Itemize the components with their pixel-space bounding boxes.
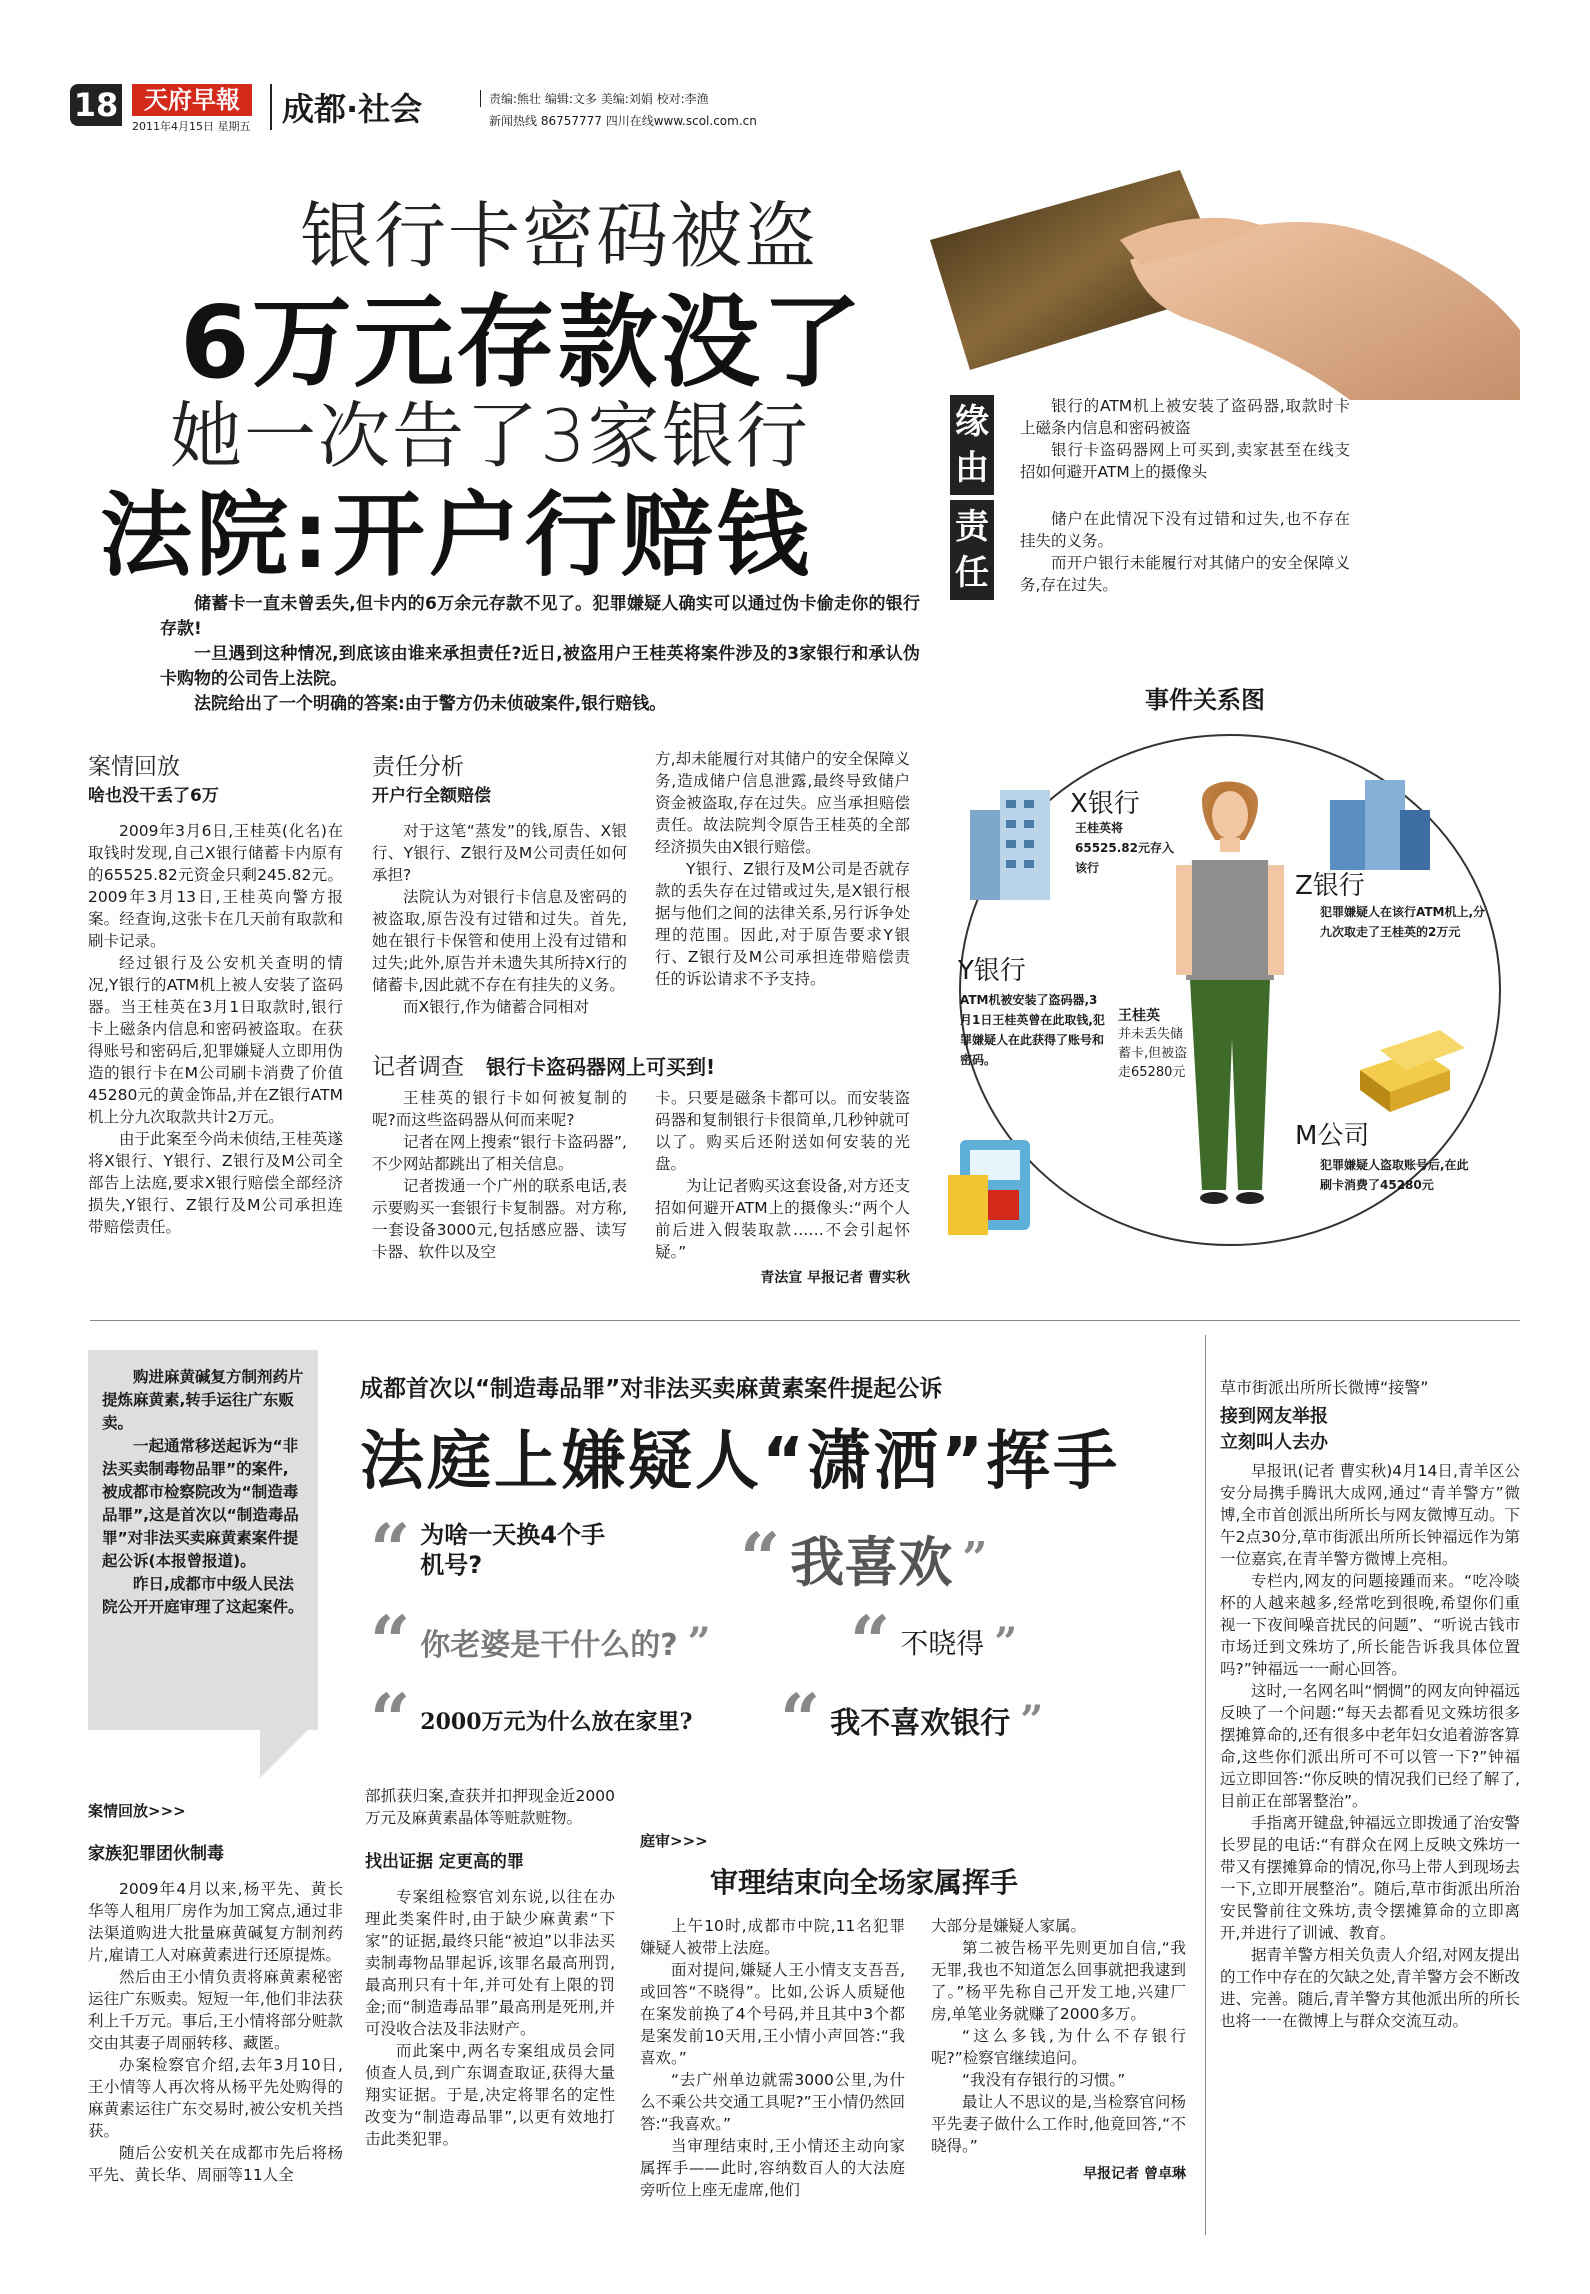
quote-a2: 不晓得 (900, 1627, 985, 1660)
story2-col2-body (365, 1886, 615, 2150)
person-note: 并未丢失储蓄卡,但被盗走65280元 (1118, 1027, 1188, 1080)
reason-label: 缘由 (950, 395, 994, 495)
m-company-note: 犯罪嫌疑人盗取账号后,在此刷卡消费了45280元 (1320, 1158, 1469, 1192)
story2-col1-para-4: 随后公安机关在成都市先后将杨平先、黄长华、周丽等11人全 (88, 2144, 343, 2184)
sidebar-para-3: 昨日,成都市中级人民法院公开开庭审理了这起案件。 (102, 1575, 304, 1616)
investigation-b-2: 为让记者购买这套设备,对方还支招如何避开ATM上的摄像头:“两个人前后进入假装取款……不会引起怀疑。” (655, 1177, 910, 1261)
story3-headline-2: 立刻叫人去办 (1220, 1432, 1328, 1453)
quote-q3: 2000万元为什么放在家里? (420, 1708, 693, 1735)
trial-a-2: 面对提问,嫌疑人王小情支支吾吾,或回答“不晓得”。比如,公诉人质疑他在案发前换了4个号码,并且其中3个都是案发前10天用,王小情小声回答:“我喜欢。” (640, 1961, 905, 2067)
col2-body (372, 820, 627, 1018)
quote-open-icon: “ (370, 1600, 411, 1683)
col1-para-1: 2009年3月6日,王桂英(化名)在取钱时发现,自己X银行储蓄卡内原有的65525.82元资金只剩245.82元。2009年3月13日,王桂英向警方报案。经查询,这张卡在几天前有取款和刷卡记录。 (88, 822, 343, 950)
story1-lead (160, 592, 920, 717)
col2-section: 责任分析 (372, 754, 464, 780)
col1-para-2: 经过银行及公安机关查明的情况,Y银行的ATM机上被人安装了盗码器。当王桂英在3月1日取款时,银行卡上磁条内信息和密码被盗取。在获得账号和密码后,犯罪嫌疑人立即用伪造的银行卡在M公司刷卡消费了价值45280元的黄金饰品,并在Z银行ATM机上分九次取款共计2万元。 (88, 954, 343, 1126)
quote-q1: 为啥一天换4个手机号? (420, 1521, 605, 1579)
reporter-investigation (372, 1048, 912, 1289)
x-bank-label: X银行 (1070, 789, 1140, 819)
quote-open-icon: “ (740, 1516, 781, 1600)
quote-a1: 我喜欢 (790, 1531, 953, 1594)
story2-col1-para-2: 然后由王小情负责将麻黄素秘密运往广东贩卖。短短一年,他们非法获利上千万元。事后,王小情将部分赃款交由其妻子周丽转移、藏匿。 (88, 1968, 343, 2052)
gold-bars-icon (1360, 1030, 1465, 1112)
story3-para-2: 专栏内,网友的问题接踵而来。“吃冷啖杯的人越来越多,经常吃到很晚,希望你们重视一下夜间噪音扰民的问题”、“听说古钱市市场迁到文殊坊了,所长能告诉我具体位置吗?”钟福远一一耐心回答。 (1220, 1572, 1520, 1678)
trial-b-1: 大部分是嫌疑人家属。 (931, 1917, 1087, 1935)
col2-para-2: 法院认为对银行卡信息及密码的被盗取,原告没有过错和过失。首先,她在银行卡保管和使用上没有过错和过失;此外,原告并未遗失其所持X行的储蓄卡,因此就不存在有挂失的义务。 (372, 888, 627, 994)
story1-headline-1: 银行卡密码被盗 (300, 194, 819, 278)
story1-col3 (655, 748, 910, 990)
y-bank-label: Y银行 (958, 956, 1026, 986)
col2-para-1: 对于这笔“蒸发”的钱,原告、X银行、Y银行、Z银行及M公司责任如何承担? (372, 822, 627, 884)
trial-b-5: 最让人不思议的是,当检察官问杨平先妻子做什么工作时,他竟回答,“不晓得。” (931, 2093, 1186, 2155)
story2-col1-para-3: 办案检察官介绍,去年3月10日,王小情等人再次将从杨平先处购得的麻黄素运往广东交易时,被公安机关挡获。 (88, 2056, 343, 2140)
z-bank-label: Z银行 (1295, 871, 1365, 901)
col2-subhead: 开户行全额赔偿 (372, 786, 491, 806)
bank-building-icon (970, 790, 1050, 900)
trial-col-b (931, 1915, 1186, 2201)
responsibility-text-2: 而开户银行未能履行对其储户的安全保障义务,存在过失。 (1020, 554, 1350, 594)
lead-para-2: 一旦遇到这种情况,到底该由谁来承担责任?近日,被盗用户王桂英将案件涉及的3家银行和承认伪卡购物的公司告上法院。 (160, 644, 920, 689)
story3-para-5: 据青羊警方相关负责人介绍,对网友提出的工作中存在的欠缺之处,青羊警方会不断改进、完善。随后,青羊警方其他派出所的所长也将一一在微博上与群众交流互动。 (1220, 1946, 1520, 2030)
section-divider (90, 1320, 1520, 1321)
diagram-title: 事件关系图 (1145, 686, 1265, 714)
story2-col1-body (88, 1878, 343, 2186)
col3-para-2: Y银行、Z银行及M公司是否就存款的丢失存在过错或过失,是X银行根据与他们之间的法律关系,另行诉争处理的范围。因此,对于原告要求Y银行、Z银行及M公司承担连带赔偿责任的诉讼请求不予支持。 (655, 860, 910, 988)
col1-body (88, 820, 343, 1238)
trial-a-4: 当审理结束时,王小情还主动向家属挥手——此时,容纳数百人的大法庭旁听位上座无虚席,他们 (640, 2137, 905, 2199)
relationship-diagram (940, 680, 1520, 1280)
story2-col2-subhead: 找出证据 定更高的罪 (365, 1852, 524, 1872)
trial-b-2: 第二被告杨平先则更加自信,“我无罪,我也不知道怎么回事就把我逮到了。”杨平先称自己开发工地,兴建厂房,单笔业务就赚了2000多万。 (931, 1939, 1186, 2023)
story2-sidebar (88, 1350, 318, 1730)
trial-b-3: “这么多钱,为什么不存银行呢?”检察官继续追问。 (931, 2027, 1186, 2067)
story2-col1 (88, 1800, 343, 2186)
z-bank-note: 犯罪嫌疑人在该行ATM机上,分九次取走了王桂英的2万元 (1320, 905, 1486, 939)
sidebar-para-2: 一起通常移送起诉为“非法买卖制毒物品罪”的案件,被成都市检察院改为“制造毒品罪”,这是首次以“制造毒品罪”对非法买卖麻黄素案件提起公诉(本报曾报道)。 (102, 1437, 299, 1570)
investigation-b-1: 卡。只要是磁条卡都可以。而安装盗码器和复制银行卡很简单,几秒钟就可以了。购买后还附送如何安装的光盘。 (655, 1089, 910, 1173)
investigation-a-1: 王桂英的银行卡如何被复制的呢?而这些盗码器从何而来呢? (372, 1089, 627, 1129)
story2-col1-section: 案情回放>>> (88, 1802, 186, 1820)
x-bank-note: 王桂英将65525.82元存入该行 (1075, 821, 1175, 875)
story3-para-4: 手指离开键盘,钟福远立即拨通了治安警长罗昆的电话:“有群众在网上反映文殊坊一带又有摆摊算命的情况,你马上带人到现场去一下,立即开展整治”。随后,草市街派出所治安民警前往文殊坊,责令摆摊算命的立即离开,并进行了训诫、教育。 (1220, 1814, 1520, 1942)
quote-close-icon: ” (962, 1533, 988, 1584)
story2-col1-subhead: 家族犯罪团伙制毒 (88, 1844, 224, 1864)
col1-para-3: 由于此案至今尚未侦结,王桂英遂将X银行、Y银行、Z银行及M公司全部告上法庭,要求X银行赔偿全部经济损失,Y银行、Z银行及M公司承担连带赔偿责任。 (88, 1130, 343, 1236)
col1-subhead: 啥也没干丢了6万 (88, 786, 219, 806)
story3-body (1220, 1460, 1520, 2032)
reason-text (1020, 395, 1350, 483)
col1-section: 案情回放 (88, 754, 180, 780)
story2-col2-lead (365, 1785, 615, 1829)
quote-open-icon: “ (370, 1508, 411, 1591)
story3-kicker: 草市街派出所所长微博“接警” (1220, 1378, 1429, 1397)
quote-block (370, 1508, 1170, 1761)
story1-headline-4: 法院:开户行赔钱 (100, 482, 813, 589)
column-divider (1205, 1335, 1206, 2235)
story1-headline-2: 6万元存款没了 (180, 284, 864, 401)
atm-machine-icon (948, 1140, 1030, 1235)
hand-holding-card-photo (930, 170, 1520, 400)
reason-text-2: 银行卡盗码器网上可买到,卖家甚至在线支招如何避开ATM上的摄像头 (1020, 441, 1350, 481)
credits: 责编:熊壮 编辑:文多 美编:刘娟 校对:李渔 (480, 90, 709, 107)
person-name: 王桂英 (1118, 1008, 1160, 1024)
trial-subhead: 审理结束向全场家属挥手 (710, 1866, 1019, 1899)
quote-close-icon: ” (687, 1618, 711, 1666)
investigation-a-3: 记者拨通一个广州的联系电话,表示要购买一套银行卡复制器。对方称,一套设备3000元,包括感应器、读写卡器、软件以及空 (372, 1177, 627, 1261)
story1-col1 (88, 748, 343, 1238)
quote-open-icon: “ (850, 1600, 891, 1683)
lead-para-3: 法院给出了一个明确的答案:由于警方仍未侦破案件,银行赔钱。 (194, 694, 667, 714)
reason-text-1: 银行的ATM机上被安装了盗码器,取款时卡上磁条内信息和密码被盗 (1020, 397, 1350, 437)
date-line: 2011年4月15日 星期五 (132, 120, 251, 133)
story2-col2-para-1: 专案组检察官刘东说,以往在办理此类案件时,由于缺少麻黄素“下家”的证据,最终只能“被迫”以非法买卖制毒物品罪起诉,该罪名最高刑罚,最高刑只有十年,并可处有上限的罚金;而“制造毒品罪”最高刑是死刑,并可没收合法及非法财产。 (365, 1888, 615, 2038)
story1-col2 (372, 748, 627, 1018)
col2-para-3: 而X银行,作为储蓄合同相对 (403, 998, 590, 1016)
m-company-label: M公司 (1295, 1121, 1370, 1151)
quote-q2: 你老婆是干什么的? (420, 1628, 678, 1663)
story1-headline-3: 她一次告了3家银行 (170, 394, 810, 478)
col3-para-1: 方,却未能履行对其储户的安全保障义务,造成储户信息泄露,最终导致储户资金被盗取,存在过失。应当承担赔偿责任。故法院判令原告王桂英的全部经济损失由X银行赔偿。 (655, 750, 910, 856)
investigation-a-2: 记者在网上搜索“银行卡盗码器”,不少网站都跳出了相关信息。 (372, 1133, 627, 1173)
quote-a3: 我不喜欢银行 (830, 1706, 1011, 1741)
story2-headline: 法庭上嫌疑人“潇洒”挥手 (360, 1425, 1121, 1499)
lead-para-1: 储蓄卡一直未曾丢失,但卡内的6万余元存款不见了。犯罪嫌疑人确实可以通过伪卡偷走你的银行存款! (160, 594, 920, 639)
responsibility-label: 责任 (950, 500, 994, 600)
trial-byline: 早报记者 曾卓琳 (1083, 2166, 1186, 2182)
investigation-header (372, 1048, 912, 1081)
masthead (70, 80, 790, 140)
trial-a-1: 上午10时,成都市中院,11名犯罪嫌疑人被带上法庭。 (640, 1917, 905, 1957)
quote-close-icon: ” (1020, 1696, 1044, 1744)
trial-a-3: “去广州单边就需3000公里,为什么不乘公共交通工具呢?”王小情仍然回答:“我喜欢。” (640, 2071, 905, 2133)
story3-para-3: 这时,一名网名叫“惘惆”的网友向钟福远反映了一个问题:“每天去都看见文殊坊很多摆摊算命的,还有很多中老年妇女追着游客算命,这些你们派出所可不可以管一下?”钟福远立即回答:“你反映的情况我们已经了解了,目前正在部署整治”。 (1220, 1682, 1520, 1810)
trial-label: 庭审>>> (640, 1832, 708, 1850)
sidebar-tail (260, 1728, 310, 1778)
hotline: 新闻热线 86757777 四川在线www.scol.com.cn (489, 114, 757, 128)
trial-col-a (640, 1915, 905, 2201)
investigation-col-b (655, 1087, 910, 1289)
section-name: 成都·社会 (270, 84, 422, 130)
story2-col1-para-1: 2009年4月以来,杨平先、黄长华等人租用厂房作为加工窝点,通过非法渠道购进大批量麻黄碱复方制剂药片,雇请工人对麻黄素进行还原提炼。 (88, 1880, 343, 1964)
page-number: 18 (70, 84, 122, 126)
quote-open-icon: “ (370, 1678, 411, 1761)
story3 (1220, 1375, 1520, 2032)
trial-b-4: “我没有存银行的习惯。” (962, 2071, 1126, 2089)
story2-kicker: 成都首次以“制造毒品罪”对非法买卖麻黄素案件提起公诉 (360, 1376, 943, 1402)
woman-figure-icon (1176, 781, 1284, 1204)
investigation-col-a (372, 1087, 627, 1289)
investigation-section: 记者调查 (372, 1054, 464, 1080)
story3-para-1: 早报讯(记者 曹实秋)4月14日,青羊区公安分局携手腾讯大成网,通过“青羊警方”微博,全市首创派出所所长与网友微博互动。下午2点30分,草市街派出所所长钟福远作为第一位嘉宾,在青羊警方微博上亮相。 (1220, 1462, 1520, 1568)
story2-col2-lead-para: 部抓获归案,查获并扣押现金近2000万元及麻黄素晶体等赃款赃物。 (365, 1787, 615, 1827)
story3-headline-1: 接到网友举报 (1220, 1406, 1328, 1427)
story2-col2 (365, 1785, 615, 2150)
trial-section (640, 1830, 1190, 2201)
quote-close-icon: ” (994, 1618, 1018, 1666)
responsibility-text (1020, 508, 1350, 596)
responsibility-text-1: 储户在此情况下没有过错和过失,也不存在挂失的义务。 (1020, 510, 1350, 550)
investigation-byline: 青法宣 早报记者 曹实秋 (760, 1270, 910, 1286)
quote-open-icon: “ (780, 1678, 821, 1761)
story2-col2-para-2: 而此案中,两名专案组成员会同侦查人员,到广东调查取证,获得大量翔实证据。于是,决定将罪名的定性改变为“制造毒品罪”,以更有效地打击此类犯罪。 (365, 2042, 615, 2148)
y-bank-note: ATM机被安装了盗码器,3月1日王桂英曾在此取钱,犯罪嫌疑人在此获得了账号和密码。 (960, 993, 1105, 1067)
investigation-subhead: 银行卡盗码器网上可买到! (486, 1055, 716, 1079)
sidebar-para-1: 购进麻黄碱复方制剂药片提炼麻黄素,转手运往广东贩卖。 (102, 1368, 304, 1432)
paper-logo: 天府早報 (132, 84, 252, 116)
